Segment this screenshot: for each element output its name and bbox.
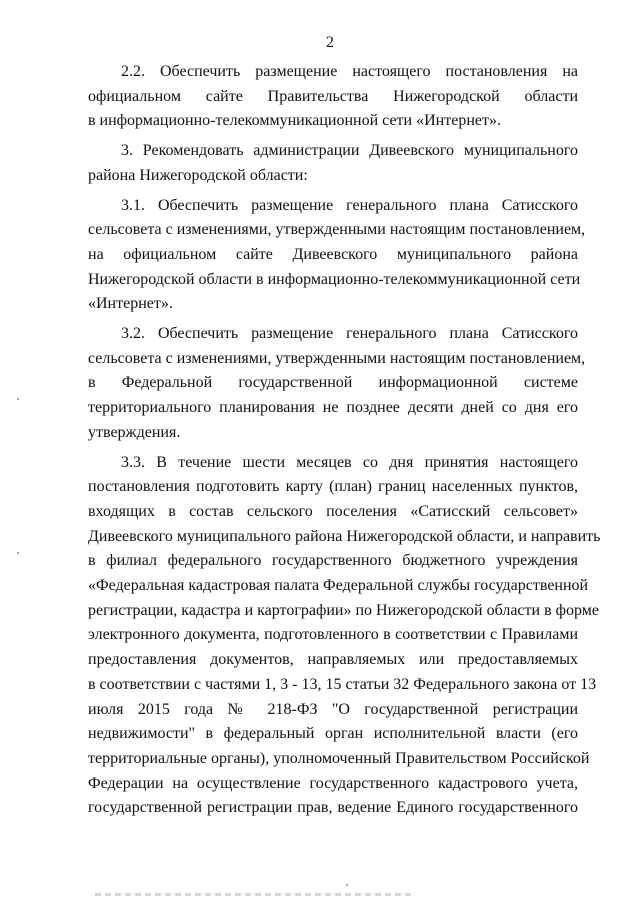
text-line: 3.1. Обеспечить размещение генерального плана Сатисского [121,196,578,214]
text-line: июля 2015 года № 218-ФЗ "О государственной регистрации [88,700,578,718]
text-line: предоставления документов, направляемых или предоставляемых [88,651,578,669]
text-line: сельсовета с изменениями, утвержденными настоящим постановлением, [88,349,586,367]
text-line: 3. Рекомендовать администрации Дивеевского муниципального [121,142,578,160]
text-line: Федерации на осуществление государственного кадастрового учета, [88,774,578,792]
text-line: «Интернет». [88,295,173,313]
text-line: 3.3. В течение шести месяцев со дня принятия настоящего [121,453,578,471]
text-line: в Федеральной государственной информационной системе [88,374,578,392]
text-line: Дивеевского муниципального района Нижегородской области, и направить [88,527,601,545]
text-line: электронного документа, подготовленного в соответствии с Правилами [88,626,578,644]
page-number: 2 [326,34,334,51]
text-line: в информационно-телекоммуникационной сети «Интернет». [88,112,501,130]
text-line: «Федеральная кадастровая палата Федеральной службы государственной [88,577,589,595]
text-line: регистрации, кадастра и картографии» по Нижегородской области в форме [88,601,599,619]
text-line: на официальном сайте Дивеевского муниципального района [88,245,578,263]
text-line: в соответствии с частями 1, 3 - 13, 15 статьи 32 Федерального закона от 13 [88,675,597,693]
text-line: недвижимости" в федеральный орган исполнительной власти (его [88,725,578,743]
text-line: входящих в состав сельского поселения «Сатисский сельсовет» [88,502,578,520]
text-line: государственной регистрации прав, ведение Единого государственного [88,799,578,817]
scan-speck [17,552,19,554]
text-line: Нижегородской области в информационно-телекоммуникационной сети [88,270,581,288]
paragraph-3-3 [88,451,601,822]
paragraph-3-1 [88,194,586,318]
text-line: 2.2. Обеспечить размещение настоящего постановления на [121,63,578,80]
paragraph-3-2 [88,322,586,446]
text-line: официальном сайте Правительства Нижегородской области [88,87,578,105]
document-body [88,60,601,821]
text-line: в филиал федерального государственного бюджетного учреждения [88,552,578,570]
text-line: территориальные органы), уполномоченный Правительством Российской [88,749,590,767]
paragraph-2-2 [88,60,578,134]
scan-speck [17,398,19,400]
text-line: постановления подготовить карту (план) границ населенных пунктов, [88,478,578,496]
text-line: района Нижегородской области: [88,166,308,184]
text-line: утверждения. [88,423,181,441]
text-line: 3.2. Обеспечить размещение генерального плана Сатисского [121,325,578,343]
paragraph-3 [88,139,578,188]
text-line: территориального планирования не позднее десяти дней со дня его [88,399,578,417]
scan-speck [346,884,348,886]
text-line: сельсовета с изменениями, утвержденными настоящим постановлением, [88,221,586,239]
scan-bottom-edge [95,893,415,896]
